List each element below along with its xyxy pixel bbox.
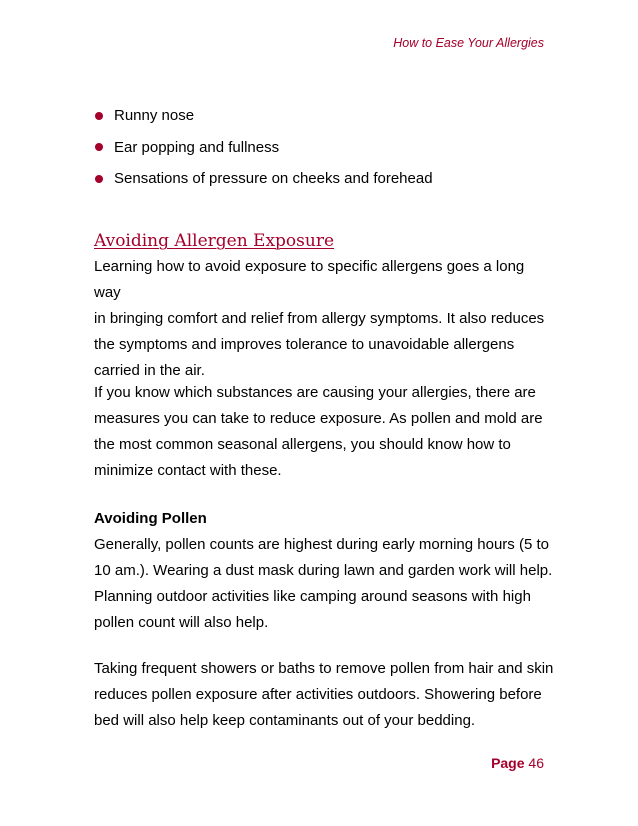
list-item-text: Runny nose [114, 107, 195, 124]
paragraph-pollen-counts [94, 532, 554, 636]
text-line: Taking frequent showers or baths to remove pollen from hair and skin [94, 660, 554, 677]
text-line: pollen count will also help. [94, 614, 269, 631]
text-line: Learning how to avoid exposure to specific allergens goes a long way [94, 258, 525, 301]
text-line: 10 am.). Wearing a dust mask during lawn and garden work will help. [94, 562, 553, 579]
text-line: Generally, pollen counts are highest during early morning hours (5 to [94, 536, 549, 553]
list-item-text: Sensations of pressure on cheeks and forehead [114, 170, 433, 187]
bullet-icon [95, 175, 103, 183]
list-item [94, 138, 554, 157]
paragraph-showers [94, 656, 554, 734]
running-header: How to Ease Your Allergies [393, 36, 544, 50]
text-line: the most common seasonal allergens, you should know how to [94, 436, 511, 453]
section-heading: Avoiding Allergen Exposure [94, 231, 335, 251]
paragraph-exposure-measures [94, 380, 554, 484]
text-line: in bringing comfort and relief from allergy symptoms. It also reduces [94, 310, 545, 327]
text-line: minimize contact with these. [94, 462, 282, 479]
paragraph-allergen-intro [94, 254, 554, 384]
page-footer [491, 755, 544, 771]
subsection-heading: Avoiding Pollen [94, 510, 207, 527]
bullet-icon [95, 112, 103, 120]
text-line: Planning outdoor activities like camping around seasons with high [94, 588, 531, 605]
text-line: If you know which substances are causing your allergies, there are [94, 384, 536, 401]
text-line: bed will also help keep contaminants out of your bedding. [94, 712, 476, 729]
page-label: Page [491, 755, 525, 771]
text-line: carried in the air. [94, 362, 205, 379]
list-item [94, 106, 554, 125]
text-line: measures you can take to reduce exposure. As pollen and mold are [94, 410, 543, 427]
text-line: reduces pollen exposure after activities outdoors. Showering before [94, 686, 542, 703]
list-item [94, 169, 554, 188]
page-number: 46 [528, 755, 544, 771]
bullet-icon [95, 143, 103, 151]
symptom-bullet-list [94, 106, 554, 201]
list-item-text: Ear popping and fullness [114, 138, 280, 156]
text-line: the symptoms and improves tolerance to unavoidable allergens [94, 336, 515, 353]
